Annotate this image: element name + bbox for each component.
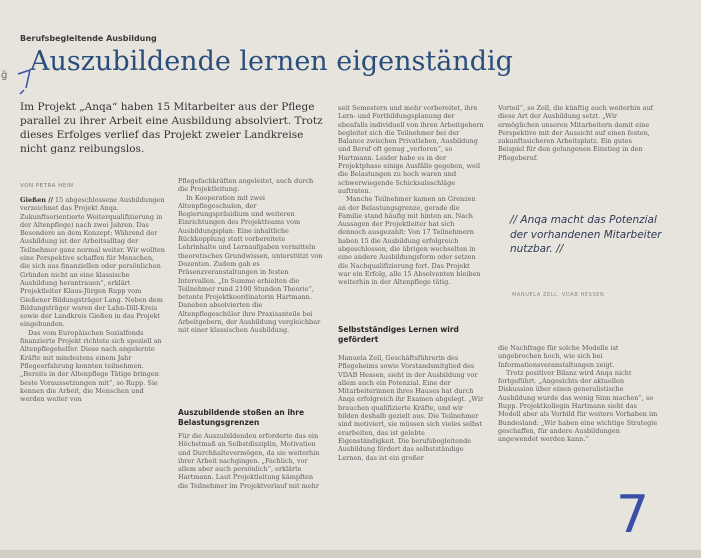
paragraph-text: Für die Auszubildenden erforderte das ein Höchstmaß an Selbstdisziplin, Motivation und Durchhaltevermögen, da sie weiterhin ihrer Arbeit nachgingen. „Fachlich, vor allem aber auch persönlich“, erklärte Hartmann. Laut Projektleitung kämpften die Teilnehmer im Projektverlauf mit mehr — [178, 432, 320, 490]
body-paragraph — [338, 354, 484, 462]
margin-mark: ğ — [1, 70, 8, 81]
paragraph-text: Trotz positiver Bilanz wird Anqa nicht fortgeführt. „Angesichts der aktuellen Diskussion über einen generalistische Ausbildung wurde das wenig Sinn machen“, so Rupp. Projektkollegin Hartmann sieht das Modell aber als Vorbild für weitere Vorhaben im Bundesland: „Wir haben eine wichtige Strategie geschaffen, für andere Ausbildungen angewendet werden kann.“ — [498, 368, 658, 444]
body-paragraph — [178, 194, 324, 335]
body-paragraph — [338, 195, 484, 286]
body-column-2 — [178, 177, 324, 335]
paragraph-text: seit Semestern und mehr vorbereitet, ihre Lern- und Fortbildungsplanung der ebenfalls individuell von ihren Arbeitgebern begleitet sich die Teilnehmer bei der Balance zwischen Privatleben, Ausbildung und Beruf oft genug „verloren“, so Hartmann. Leider habe es in der Projektphase einige Ausfälle gegeben, weil die Belastungen zu hoch waren und schwerwiegende Schicksalsschläge auftraten. — [338, 104, 484, 195]
paragraph-text: 15 abgeschlossene Ausbildungen verzeichnet das Projekt Anqa. Zukunftsorientierte Weiterqualifizierung in der Altenpflege) nach zwei Jahren. Das Besondere an dem Konzept: Während der Ausbildung ist der Arbeitsalltag der Teilnehmer ganz normal weiter. Wir wollten eine Perspektive schaffen für Menschen, die sich aus finanziellen oder persönlichen Gründen nicht an eine klassische Ausbildung herantrauen“, erklärt Projektleiter Klaus-Jürgen Rupp vom Gießener Bildungsträger Lang. Neben dem Bildungsträger waren der Lahn-Dill-Kreis sowie der Landkreis Gießen in das Projekt eingebunden. — [20, 196, 165, 329]
body-paragraph — [498, 344, 658, 369]
paragraph-text: Das vom Europäischen Sozialfonds finanzierte Projekt richtete sich speziell an Altenpflegehelfer. Diese nach angelernte Kräfte mit mindestens einem Jahr Pflegeerfahrung konnten teilnehmen. „Bereits in der Altenpflege Tätige bringen beste Voraussetzungen mit“, so Rupp. Sie kennen die Arbeit, die Menschen und werden weiter von — [20, 328, 162, 404]
subheading-2: Selbstständiges Lernen wird gefördert — [338, 325, 459, 344]
paragraph-text: Vorteil“, so Zell, die künftig auch weiterhin auf diese Art der Ausbildung setzt. „Wir ermöglichen unseren Mitarbeitern damit eine Perspektive mit der Aussicht auf einen festen, zukunftssicheren Arbeitsplatz. Ein gutes Beispiel für den gelungenen Einstieg in den Pflegeberuf. — [498, 104, 653, 162]
handwritten-page-number — [614, 484, 650, 545]
body-paragraph — [178, 177, 324, 194]
paragraph-text: Pflegefachkräften angeleitet, auch durch die Projektleitung. — [178, 177, 314, 194]
article-lead: Im Projekt „Anqa“ haben 15 Mitarbeiter aus der Pflege parallel zu ihrer Arbeit eine Ausbildung absolviert. Trotz dieses Erfolges verlief das Projekt zweier Landkreise nicht ganz reibungslos. — [20, 101, 323, 155]
body-column-3b — [338, 354, 484, 462]
body-column-4 — [498, 104, 658, 162]
body-column-1 — [20, 196, 166, 403]
pull-quote-credit: MANUELA ZELL, VDAB HESSEN — [512, 292, 605, 298]
body-paragraph — [178, 432, 324, 490]
page-number-text: 7 — [616, 485, 650, 545]
article-headline: Auszubildende lernen eigenständig — [30, 46, 513, 77]
bottom-edge — [0, 550, 701, 558]
body-column-3 — [338, 104, 484, 287]
subheading-1: Auszubildende stoßen an ihre Belastungsgrenzen — [178, 408, 305, 427]
body-column-4b — [498, 344, 658, 444]
body-paragraph — [338, 104, 484, 195]
body-column-2b — [178, 432, 324, 490]
body-paragraph — [20, 329, 166, 404]
paragraph-text: die Nachfrage für solche Modelle ist ungebrochen hoch, wie sich bei Informationsveranstaltungen zeigt. — [498, 344, 619, 369]
body-paragraph — [498, 369, 658, 444]
article-byline: VON PETRA HEIN — [20, 183, 74, 189]
pull-quote: // Anqa macht das Potenzial der vorhandenen Mitarbeiter nutzbar. // — [510, 214, 662, 255]
paragraph-text: In Kooperation mit zwei Altenpflegeschulen, der Regierungspräsidium und weiteren Einrichtungen des Projektteams vom Ausbildungsplan: Eine inhaltliche Rückkopplung statt vorbereitete Lehrinhalte und Lernaufgaben vermitteln theoretisches Grundwissen, unterstützt von Dozenten. Zudem gab es Präsenzveranstaltungen in festen Intervallen. „In Summe erhielten die Teilnehmer rund 2100 Stunden Theorie“, betonte Projektkoordinatorin Hartmann. Daneben absolvierten die Altenpflegeschüler ihre Praxisanteile bei Arbeitgebern, der Ausbildung vergleichbar mit einer klassischen Ausbildung. — [178, 193, 323, 335]
section-kicker: Berufsbegleitende Ausbildung — [20, 34, 157, 43]
dateline: Gießen // — [20, 196, 53, 204]
body-paragraph — [20, 196, 166, 329]
paragraph-text: Manuela Zell, Geschäftsführerin des Pflegeheims sowie Vorstandsmitglied des VDAB Hessen, sieht in der Ausbildung vor allem auch ein Potenzial. Eine der Mitarbeiterinnen ihres Hauses hat durch Anqa erfolgreich ihr Examen abgelegt. „Wir brauchen qualifizierte Kräfte, und wir bilden deshalb gezielt aus. Die Teilnehmer sind motiviert, sie müssen sich vieles selbst erarbeiten, das ist gelebte Eigenständigkeit. Die berufsbegleitende Ausbildung fördert das selbstständige Lernen, das ist ein großer — [338, 354, 484, 462]
paragraph-text: Manche Teilnehmer kamen an Grenzen an der Belastungsgrenze, gerade die Familie stand häufig mit hinten an. Nach Aussagen der Projektleiter hat sich dennoch ausgezahlt: Von 17 Teilnehmern haben 15 die Ausbildung erfolgreich abgeschlossen, die übrigen wechselten in eine andere Ausbildungsform oder setzen die Nachqualifizierung fort. Das Projekt war ein Erfolg, alle 15 Absolventen bleiben weiterhin in der Altenpflege tätig. — [338, 195, 481, 287]
body-paragraph — [498, 104, 658, 162]
